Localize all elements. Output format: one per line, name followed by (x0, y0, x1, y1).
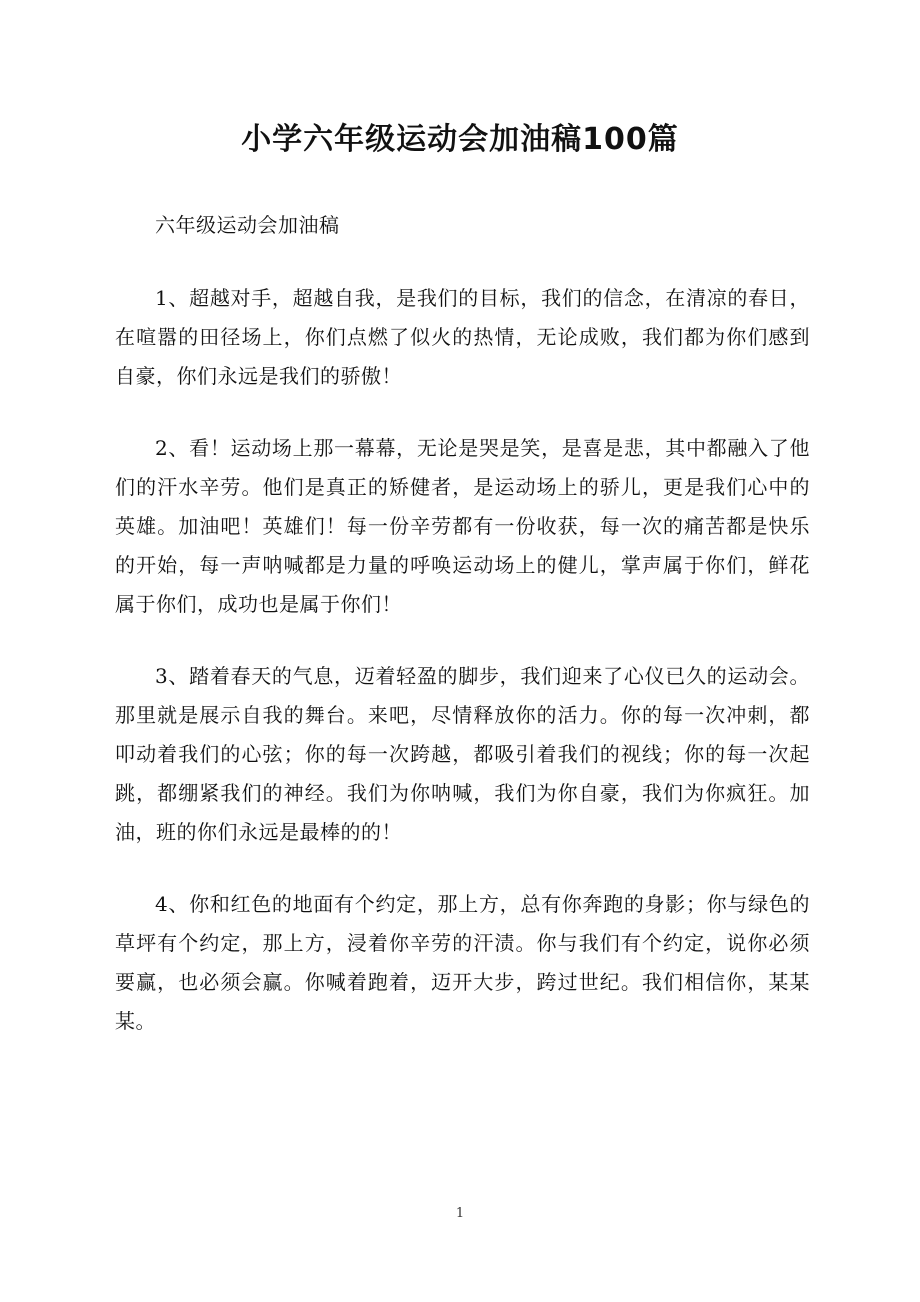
page-number: 1 (455, 1206, 465, 1221)
document-body (115, 206, 810, 1074)
paragraph-2: 2、看！运动场上那一幕幕，无论是哭是笑，是喜是悲，其中都融入了他们的汗水辛劳。他们是真正的矫健者，是运动场上的骄儿，更是我们心中的英雄。加油吧！英雄们！每一份辛劳都有一份收获，每一次的痛苦都是快乐的开始，每一声呐喊都是力量的呼唤运动场上的健儿，掌声属于你们，鲜花属于你们，成功也是属于你们！ (115, 436, 810, 616)
section-subtitle: 六年级运动会加油稿 (155, 213, 340, 237)
paragraph-1: 1、超越对手，超越自我，是我们的目标，我们的信念，在清凉的春日，在喧嚣的田径场上，你们点燃了似火的热情，无论成败，我们都为你们感到自豪，你们永远是我们的骄傲！ (115, 286, 810, 388)
paragraph-4: 4、你和红色的地面有个约定，那上方，总有你奔跑的身影；你与绿色的草坪有个约定，那上方，浸着你辛劳的汗渍。你与我们有个约定，说你必须要赢，也必须会赢。你喊着跑着，迈开大步，跨过世纪。我们相信你，某某某。 (115, 892, 810, 1033)
page-title: 小学六年级运动会加油稿100篇 (241, 122, 679, 157)
paragraph-3: 3、踏着春天的气息，迈着轻盈的脚步，我们迎来了心仪已久的运动会。那里就是展示自我的舞台。来吧，尽情释放你的活力。你的每一次冲刺，都叩动着我们的心弦；你的每一次跨越，都吸引着我们的视线；你的每一次起跳，都绷紧我们的神经。我们为你呐喊，我们为你自豪，我们为你疯狂。加油，班的你们永远是最棒的的！ (115, 664, 810, 844)
